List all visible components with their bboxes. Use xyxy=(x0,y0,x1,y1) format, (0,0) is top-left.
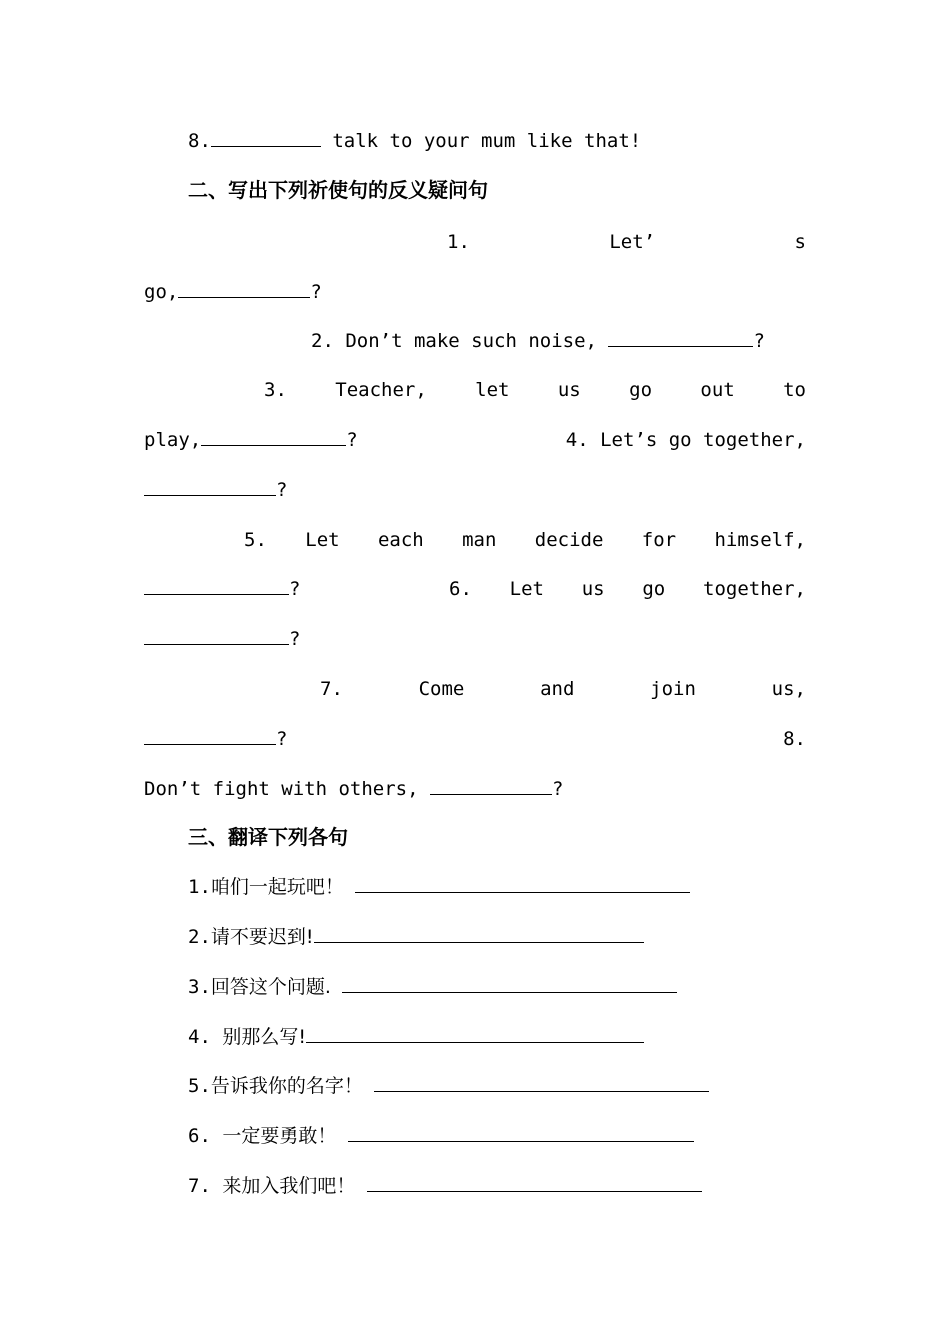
section2-question-1-line1: 1. Let’ s xyxy=(447,231,806,253)
section3-heading: 三、翻译下列各句 xyxy=(188,825,348,849)
section2-question-4-line2: ? xyxy=(144,477,806,503)
section2-question-2: 2. Don’t make such noise, ? xyxy=(311,330,765,352)
section3-item-5: 5.告诉我你的名字！ xyxy=(188,1073,850,1099)
answer-blank[interactable] xyxy=(314,924,644,943)
section3-item-4: 4. 别那么写! xyxy=(188,1024,850,1050)
section2-question-1-line2: go, ? xyxy=(144,281,322,303)
answer-blank[interactable] xyxy=(306,1024,644,1043)
section3-item-2: 2.请不要迟到! xyxy=(188,924,850,950)
answer-blank[interactable] xyxy=(342,974,677,993)
section2-question-8-number: 8. xyxy=(783,728,806,750)
section2-heading: 二、写出下列祈使句的反义疑问句 xyxy=(188,178,488,202)
answer-blank[interactable] xyxy=(430,776,552,795)
section3-item-1: 1.咱们一起玩吧！ xyxy=(188,874,850,900)
answer-blank[interactable] xyxy=(374,1073,709,1092)
answer-blank[interactable] xyxy=(144,477,276,496)
answer-blank[interactable] xyxy=(211,128,321,147)
section3-item-7: 7. 来加入我们吧！ xyxy=(188,1173,850,1199)
answer-blank[interactable] xyxy=(144,726,276,745)
answer-blank[interactable] xyxy=(367,1173,702,1192)
answer-blank[interactable] xyxy=(608,328,753,347)
answer-blank[interactable] xyxy=(355,874,690,893)
section2-question-7-line1: 7. Come and join us, xyxy=(320,678,806,700)
section2-question-4-line1: 4. Let’s go together, xyxy=(565,429,806,451)
section2-question-3-line2: play, ? xyxy=(144,429,358,451)
section2-question-3-line1: 3. Teacher, let us go out to xyxy=(264,379,806,401)
answer-blank[interactable] xyxy=(144,626,289,645)
answer-blank[interactable] xyxy=(201,427,346,446)
question-number: 8. xyxy=(188,130,211,152)
question-text: talk to your mum like that! xyxy=(332,130,642,152)
section1-question-8 xyxy=(188,128,850,154)
section2-question-6-line1: 6. Let us go together, xyxy=(449,578,806,600)
section2-question-6-line2: ? xyxy=(144,626,806,652)
section2-question-8-line2: Don’t fight with others, ? xyxy=(144,778,564,800)
answer-blank[interactable] xyxy=(178,279,310,298)
section2-question-5-line1: 5. Let each man decide for himself, xyxy=(244,529,806,551)
answer-blank[interactable] xyxy=(348,1123,694,1142)
section2-question-5-line2: ? xyxy=(144,576,806,602)
section3-item-3: 3.回答这个问题. xyxy=(188,974,850,1000)
section2-question-7-line2: ? xyxy=(144,726,806,752)
section3-item-6: 6. 一定要勇敢！ xyxy=(188,1123,850,1149)
answer-blank[interactable] xyxy=(144,576,289,595)
